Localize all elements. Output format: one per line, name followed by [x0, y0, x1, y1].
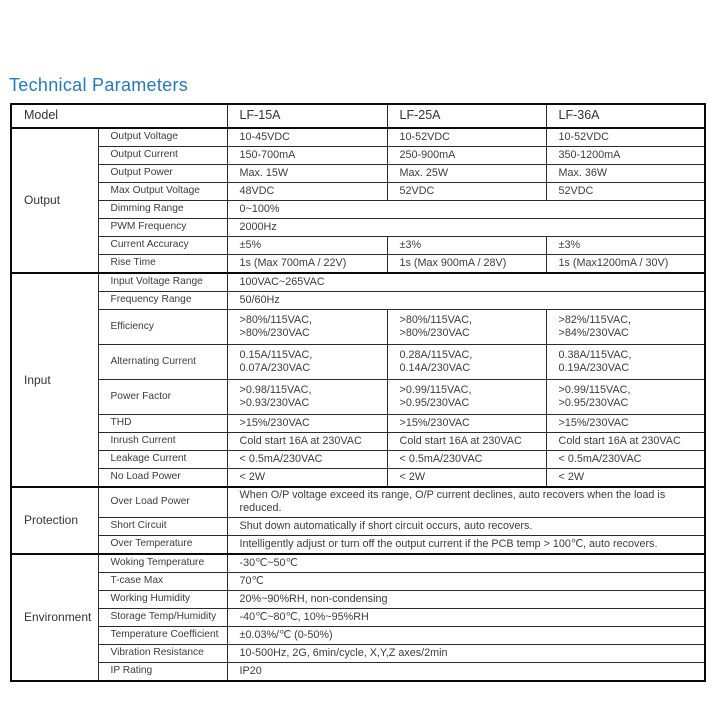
- table-row: [11, 310, 705, 345]
- parameter-value: 0~100%: [227, 201, 705, 219]
- parameter-name: Temperature Coefficient: [98, 626, 227, 644]
- parameter-value: Max. 36W: [546, 165, 705, 183]
- parameter-name: Max Output Voltage: [98, 183, 227, 201]
- parameter-name: Efficiency: [98, 310, 227, 345]
- parameter-name: Output Voltage: [98, 128, 227, 147]
- parameter-value: 100VAC~265VAC: [227, 273, 705, 292]
- parameter-value: >15%/230VAC: [546, 415, 705, 433]
- parameter-name: IP Rating: [98, 662, 227, 681]
- section-label: Protection: [11, 487, 98, 554]
- parameter-value: -40℃~80℃, 10%~95%RH: [227, 608, 705, 626]
- table-row: [11, 219, 705, 237]
- parameter-name: Alternating Current: [98, 345, 227, 380]
- parameter-value: 0.15A/115VAC, 0.07A/230VAC: [227, 345, 387, 380]
- table-row: [11, 517, 705, 535]
- parameter-value: >80%/115VAC, >80%/230VAC: [387, 310, 546, 345]
- table-row: [11, 554, 705, 573]
- table-row: [11, 255, 705, 274]
- table-row: [11, 644, 705, 662]
- parameter-value: 50/60Hz: [227, 292, 705, 310]
- parameter-name: Over Temperature: [98, 535, 227, 554]
- parameter-value: >15%/230VAC: [227, 415, 387, 433]
- parameter-name: T-case Max: [98, 572, 227, 590]
- parameter-value: Shut down automatically if short circuit occurs, auto recovers.: [227, 517, 705, 535]
- parameter-value: Max. 25W: [387, 165, 546, 183]
- table-row: [11, 128, 705, 147]
- parameter-value: 0.38A/115VAC, 0.19A/230VAC: [546, 345, 705, 380]
- parameter-value: < 0.5mA/230VAC: [227, 451, 387, 469]
- parameter-value: -30℃~50℃: [227, 554, 705, 573]
- parameter-name: PWM Frequency: [98, 219, 227, 237]
- table-body: [11, 128, 705, 681]
- table-row: [11, 273, 705, 292]
- parameter-value: 52VDC: [387, 183, 546, 201]
- parameter-name: Short Circuit: [98, 517, 227, 535]
- parameter-value: < 2W: [546, 469, 705, 488]
- parameter-value: 1s (Max1200mA / 30V): [546, 255, 705, 274]
- table-row: [11, 183, 705, 201]
- table-row: [11, 608, 705, 626]
- table-row: [11, 572, 705, 590]
- parameter-name: Working Humidity: [98, 590, 227, 608]
- parameter-name: Rise Time: [98, 255, 227, 274]
- parameter-name: Power Factor: [98, 380, 227, 415]
- parameter-name: Woking Temperature: [98, 554, 227, 573]
- parameter-name: Storage Temp/Humidity: [98, 608, 227, 626]
- parameter-name: Dimming Range: [98, 201, 227, 219]
- parameter-name: Inrush Current: [98, 433, 227, 451]
- parameter-value: >15%/230VAC: [387, 415, 546, 433]
- parameter-value: 150-700mA: [227, 147, 387, 165]
- model-column-header: LF-15A: [227, 104, 387, 128]
- section-label: Output: [11, 128, 98, 273]
- parameter-value: 2000Hz: [227, 219, 705, 237]
- parameter-name: THD: [98, 415, 227, 433]
- parameters-table: [10, 103, 706, 682]
- header-row: [11, 104, 705, 128]
- model-column-header: LF-25A: [387, 104, 546, 128]
- parameter-value: < 2W: [387, 469, 546, 488]
- parameter-value: >80%/115VAC, >80%/230VAC: [227, 310, 387, 345]
- table-row: [11, 345, 705, 380]
- table-row: [11, 469, 705, 488]
- parameter-value: 10-52VDC: [546, 128, 705, 147]
- parameter-name: No Load Power: [98, 469, 227, 488]
- table-row: [11, 201, 705, 219]
- parameter-value: 10-500Hz, 2G, 6min/cycle, X,Y,Z axes/2min: [227, 644, 705, 662]
- parameter-value: ±5%: [227, 237, 387, 255]
- parameter-name: Over Load Power: [98, 487, 227, 517]
- parameter-value: Cold start 16A at 230VAC: [227, 433, 387, 451]
- table-header: [11, 104, 705, 128]
- parameter-value: ±3%: [387, 237, 546, 255]
- parameter-value: Intelligently adjust or turn off the output current if the PCB temp > 100℃, auto recovers.: [227, 535, 705, 554]
- model-header-cell: Model: [11, 104, 227, 128]
- parameter-value: 52VDC: [546, 183, 705, 201]
- parameter-name: Input Voltage Range: [98, 273, 227, 292]
- parameter-value: Max. 15W: [227, 165, 387, 183]
- parameter-name: Output Current: [98, 147, 227, 165]
- parameter-name: Leakage Current: [98, 451, 227, 469]
- parameter-value: When O/P voltage exceed its range, O/P current declines, auto recovers when the load is reduced.: [227, 487, 705, 517]
- table-row: [11, 147, 705, 165]
- parameter-value: 20%~90%RH, non-condensing: [227, 590, 705, 608]
- parameter-value: 70℃: [227, 572, 705, 590]
- model-column-header: LF-36A: [546, 104, 705, 128]
- table-row: [11, 487, 705, 517]
- parameter-value: Cold start 16A at 230VAC: [387, 433, 546, 451]
- table-row: [11, 380, 705, 415]
- table-row: [11, 237, 705, 255]
- parameter-value: 250-900mA: [387, 147, 546, 165]
- table-row: [11, 433, 705, 451]
- parameter-value: 1s (Max 700mA / 22V): [227, 255, 387, 274]
- parameter-value: < 0.5mA/230VAC: [546, 451, 705, 469]
- page-title: Technical Parameters: [9, 75, 189, 95]
- table-row: [11, 590, 705, 608]
- section-label: Environment: [11, 554, 98, 681]
- parameter-value: 10-52VDC: [387, 128, 546, 147]
- table-row: [11, 165, 705, 183]
- table-row: [11, 662, 705, 681]
- parameter-name: Output Power: [98, 165, 227, 183]
- parameter-value: 10-45VDC: [227, 128, 387, 147]
- parameter-name: Frequency Range: [98, 292, 227, 310]
- parameter-value: >82%/115VAC, >84%/230VAC: [546, 310, 705, 345]
- parameter-value: 0.28A/115VAC, 0.14A/230VAC: [387, 345, 546, 380]
- parameter-value: >0.99/115VAC, >0.95/230VAC: [387, 380, 546, 415]
- table-row: [11, 292, 705, 310]
- parameter-value: >0.98/115VAC, >0.93/230VAC: [227, 380, 387, 415]
- parameter-value: IP20: [227, 662, 705, 681]
- parameter-name: Current Accuracy: [98, 237, 227, 255]
- parameter-value: 350-1200mA: [546, 147, 705, 165]
- section-label: Input: [11, 273, 98, 487]
- parameter-name: Vibration Resistance: [98, 644, 227, 662]
- parameter-value: ±3%: [546, 237, 705, 255]
- parameter-value: ±0.03%/℃ (0-50%): [227, 626, 705, 644]
- table-row: [11, 626, 705, 644]
- parameter-value: 48VDC: [227, 183, 387, 201]
- parameter-value: Cold start 16A at 230VAC: [546, 433, 705, 451]
- table-row: [11, 415, 705, 433]
- parameter-value: 1s (Max 900mA / 28V): [387, 255, 546, 274]
- parameter-value: < 0.5mA/230VAC: [387, 451, 546, 469]
- parameter-value: < 2W: [227, 469, 387, 488]
- parameter-value: >0.99/115VAC, >0.95/230VAC: [546, 380, 705, 415]
- table-row: [11, 535, 705, 554]
- table-row: [11, 451, 705, 469]
